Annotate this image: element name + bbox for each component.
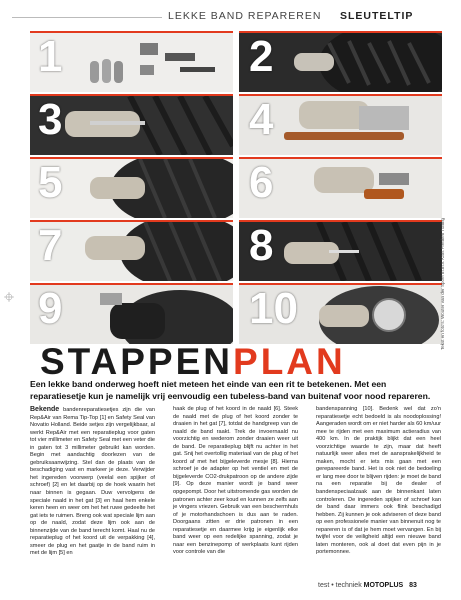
step-photo-5 — [30, 157, 233, 218]
title-part-2: PLAN — [233, 341, 346, 382]
lead-word: Bekende — [30, 406, 60, 413]
step-number: 7 — [38, 221, 63, 270]
photo-credit — [440, 180, 450, 350]
photo-credit-text: Tekst en foto's: Wouter van der Spoel m.m.v. Kars Frenken Tuning — [440, 217, 445, 350]
step-number: 2 — [249, 32, 274, 81]
step-number: 9 — [38, 284, 63, 333]
body-column-1 — [30, 406, 155, 558]
step-photo-6 — [239, 157, 442, 218]
step-photo-9 — [30, 283, 233, 344]
step-number: 10 — [249, 284, 298, 333]
step-number: 5 — [38, 158, 63, 207]
header-rule — [12, 17, 162, 18]
running-header — [0, 8, 461, 26]
article-body — [30, 406, 440, 576]
body-text-2: haak de plug of het koord in de naald [6]. Steek de naald met de plug of het koord zonder te draaien in het gat [7], totdat de handgreep van de naald de band raakt. Trek de invoernaald nu voorzichtig en wederom zonder draaien weer uit de band. De reparatieplug blijft nu achter in het gat. Snij het overtollig materiaal van de plug of het koord af met het bijgeleverde mesje [8]. Hierna schroef je de adapter op het ventiel en met de bijgeleverde CO2-drukpatroon op de andere zijde [9]. Op deze manier wordt je band weer opgepompt. Door het uitstromende gas worden de patronen achter zeer koud en kunnen ze zelfs aan je vingers vriezen. Gebruik van een beschermhuls of je motorhandschoen is dus aan te raden. Doorgaans zitten er drie patronen in een reparatiesetje en daarmee krijg je eigenlijk elke band weer op een redelijke spanning, zodat je naar een benzinepomp of werkplaats kunt rijden voor controle van die — [173, 406, 298, 556]
footer-brand: MOTOPLUS — [363, 582, 404, 589]
body-column-2 — [173, 406, 298, 557]
step-photo-4 — [239, 94, 442, 155]
step-number: 1 — [38, 32, 63, 81]
page-footer — [318, 582, 417, 589]
body-column-3 — [316, 406, 441, 557]
intro-paragraph: Een lekke band onderweg hoeft niet meteen het einde van een rit te betekenen. Met een reparatiesetje kun je namelijk vrij eenvoudig een tubeless-band van buitenaf voor nood repareren. — [30, 379, 431, 401]
step-photo-3 — [30, 94, 233, 155]
step-photo-1 — [30, 31, 233, 92]
step-photo-8 — [239, 220, 442, 281]
header-tag: SLEUTELTIP — [340, 10, 414, 22]
body-text-3: bandenspanning [10]. Bedenk wel dat zo'n reparatiesetje echt bedoeld is als noodoplossing! Aangeraden wordt om er niet harder als 60 km/uur mee te rijden met een maximum actieradius van 400 km. In de praktijk blijkt dat een heel voorzichtige waarde te zijn, maar dat heeft natuurlijk weer alles met de aansprakelijkheid te maken, mocht er iets mis gaan met een gerepareerde band. Het is ook niet de bedoeling er lang mee door te blijven rijden: je moet de band na een reparatie bij de dealer of bandenspeciaalzaak aan de binnenkant laten controleren. De ingereden spijker of schroef kan de band daar immers ook flink beschadigd hebben. Zij kunnen je ook adviseren of deze band op een professionele manier van binnenuit nog te repareren is of dat je hem moet vervangen. En bij twijfel voor de veiligheid altijd een nieuwe band laten monteren, ook al doet dat even pijn in je portemonnee. — [316, 406, 441, 556]
step-photo-2 — [239, 31, 442, 92]
step-photo-10 — [239, 283, 442, 344]
step-photo-7 — [30, 220, 233, 281]
page-title — [40, 343, 346, 380]
footer-label: test • techniek — [318, 582, 362, 589]
body-text-1: bandenreparatiesetjes zijn die van Rep&Air van Rema Tip-Top [1] en Safety Seal van Novatio Holland. Beide setjes zijn vergelijkbaar, al werkt Rep&Air met een reparatieplug voor gaten tot vier millimeter en Safety Seal met een veter die in gaten tot 3 millimeter gebruikt kan worden. Begin met aandachtig doorlezen van de gebruiksaanwijzing. Stel dan de plaats van de beschadiging vast en markeer je deze. Verwijder het ingereden voorwerp (veelal een spijker of schroef) [2] en let daarbij op de hoek waarin het naar binnen is gegaan. Duw vervolgens de speciale naald in het gat [3] en haal hem enkele keren heen en weer om het het ruwe gedeelte het gat iets te ruimen. Breng ook wat speciale lijm aan op de naald, zodat deze lijm ook aan de binnenzijde van de band terecht komt. Haal nu de reparatieplug of het koord uit de verpakking [4], smeer de plug en het gaatje in de band ruim in met de lijm [5] en — [30, 407, 155, 557]
header-section-title: LEKKE BAND REPAREREN — [168, 10, 322, 22]
crop-mark-icon — [4, 292, 14, 302]
step-number: 8 — [249, 221, 274, 270]
title-part-1: STAPPEN — [40, 341, 234, 382]
step-number: 4 — [249, 95, 274, 144]
step-number: 6 — [249, 158, 274, 207]
step-number: 3 — [38, 95, 63, 144]
step-photo-grid — [30, 31, 442, 344]
page-number: 83 — [409, 582, 417, 589]
